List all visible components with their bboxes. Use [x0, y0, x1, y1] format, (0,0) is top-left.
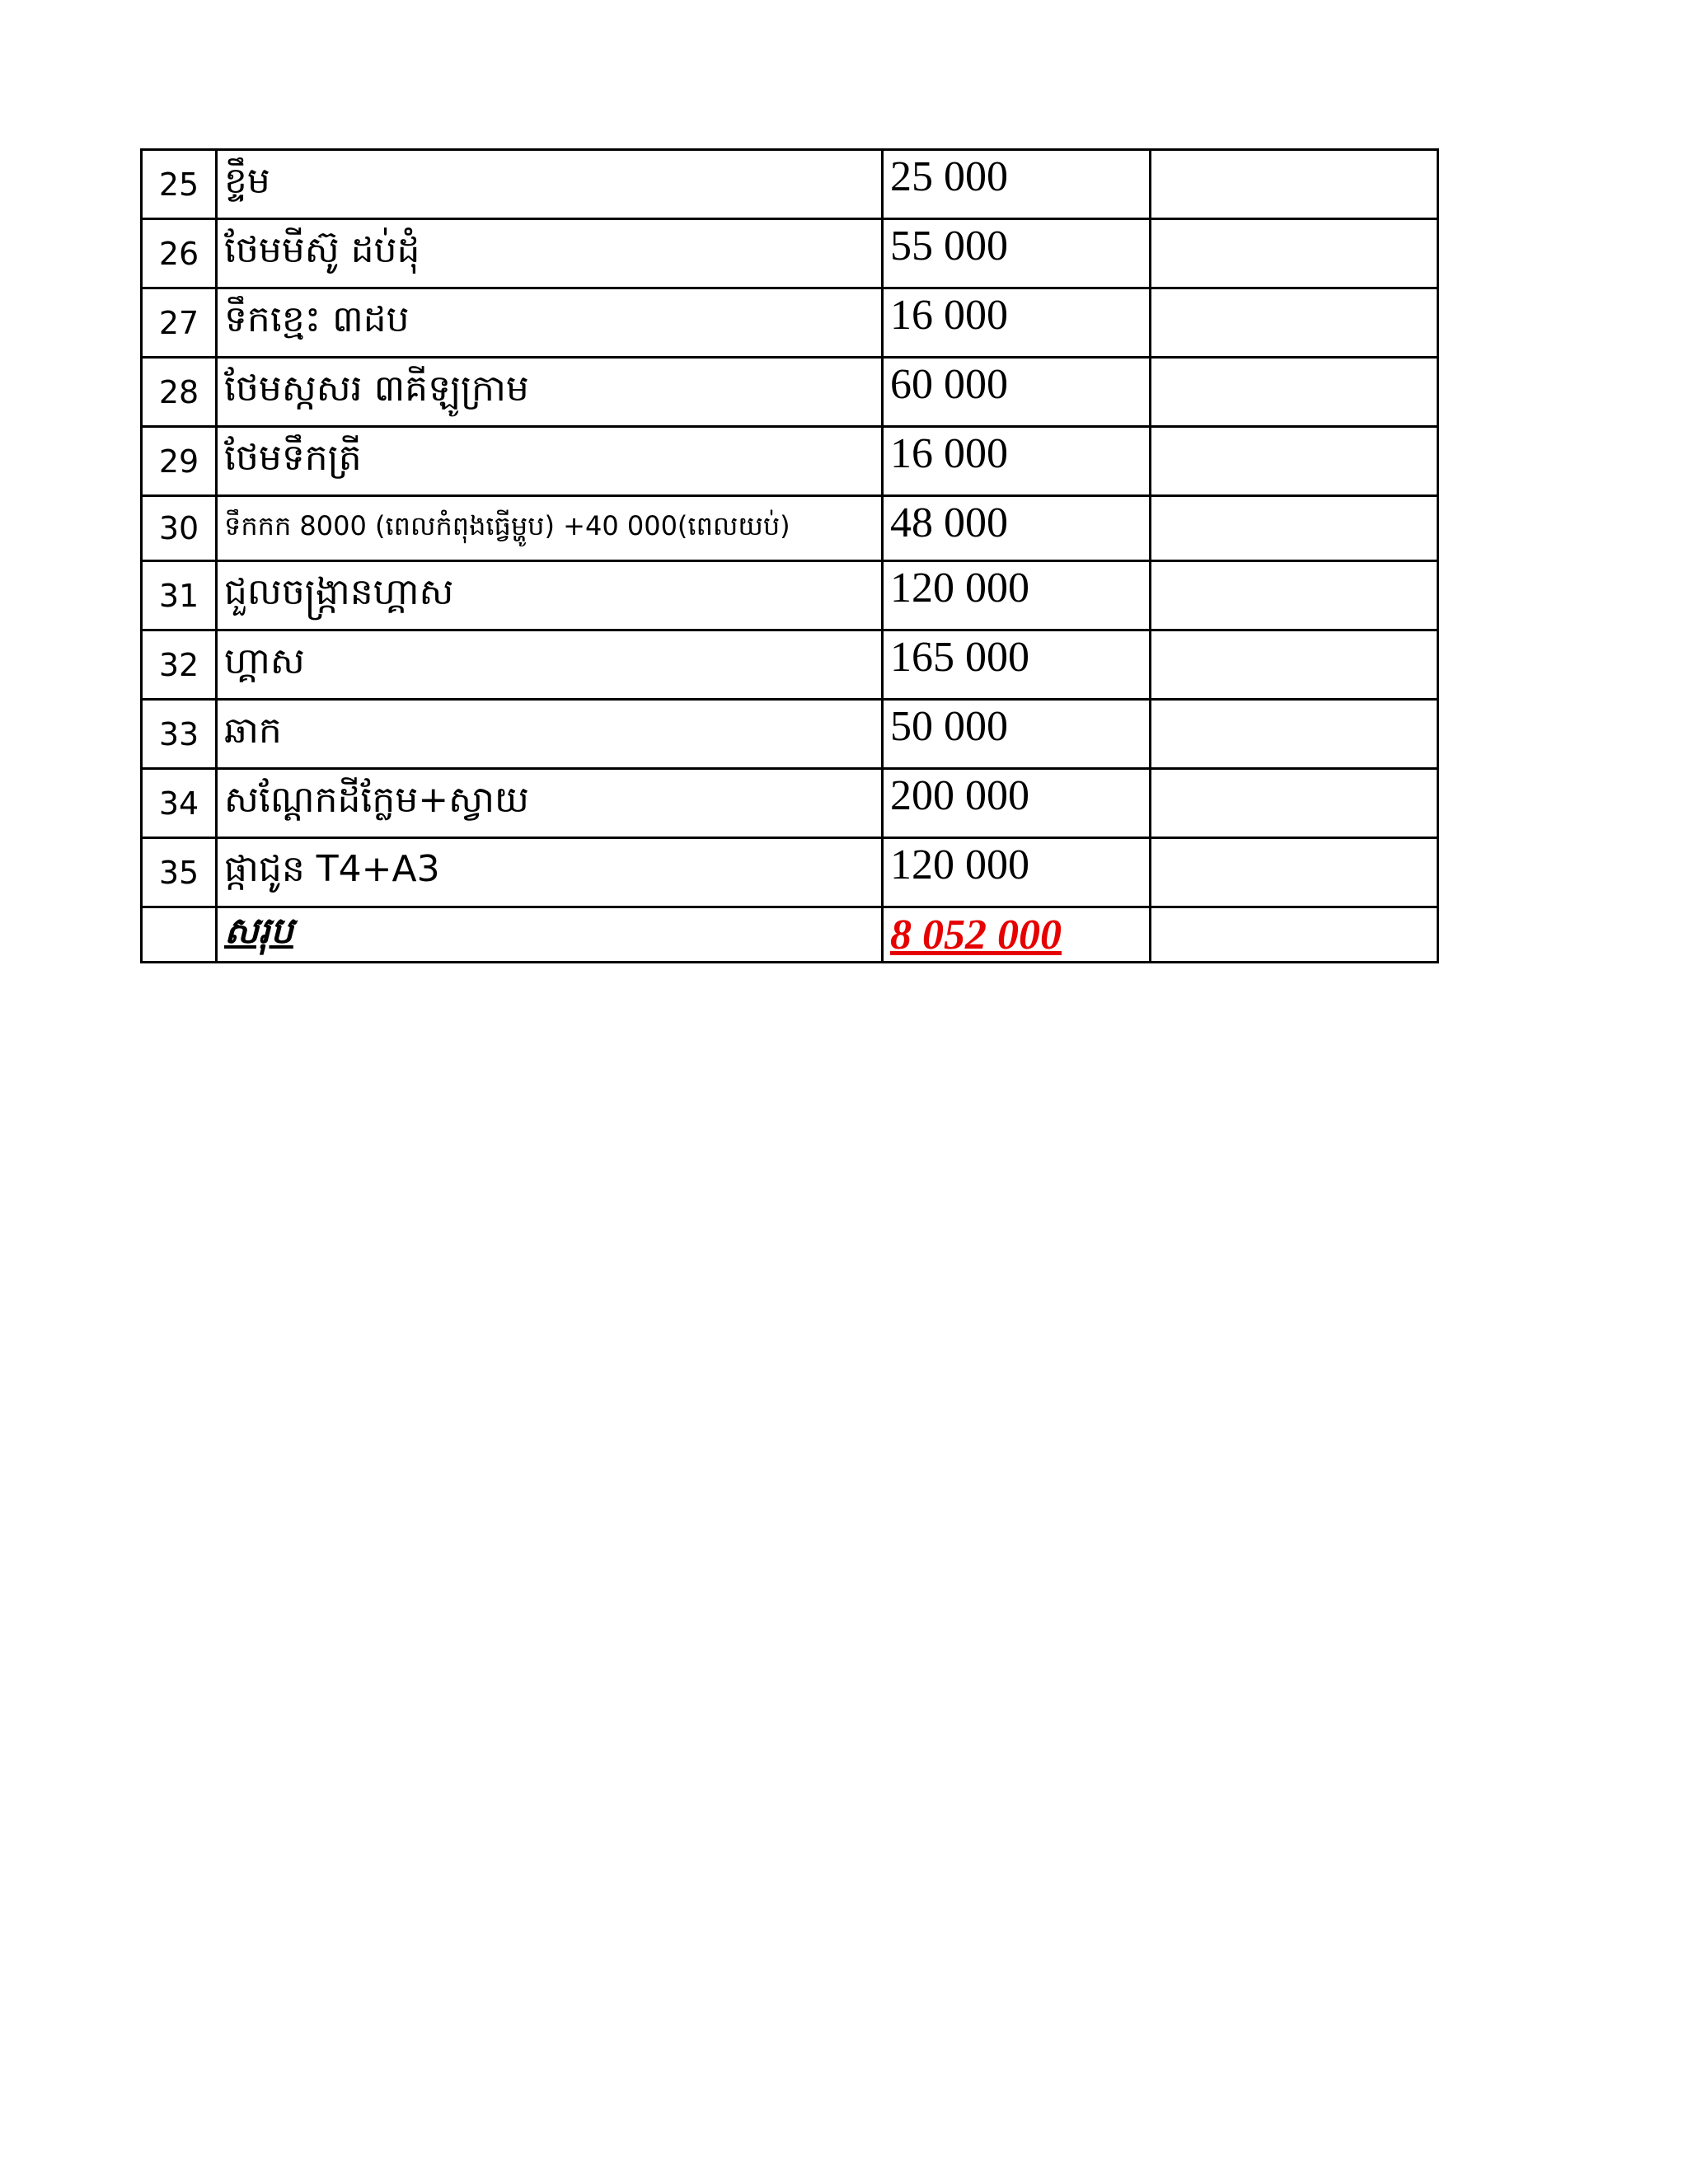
row-number: 29	[142, 427, 217, 496]
table-row	[142, 427, 1438, 496]
row-empty-cell	[1151, 427, 1438, 496]
table-row	[142, 496, 1438, 561]
row-number: 33	[142, 700, 217, 769]
row-amount: 25 000	[883, 150, 1151, 219]
row-number: 34	[142, 769, 217, 838]
row-number: 26	[142, 219, 217, 288]
row-description: ហ្គាស	[217, 630, 883, 700]
total-number-cell	[142, 907, 217, 963]
row-empty-cell	[1151, 219, 1438, 288]
row-number: 27	[142, 288, 217, 358]
row-amount: 16 000	[883, 427, 1151, 496]
row-number: 28	[142, 358, 217, 427]
row-description: ថែមទឹកត្រី	[217, 427, 883, 496]
row-empty-cell	[1151, 630, 1438, 700]
row-number: 32	[142, 630, 217, 700]
row-amount: 165 000	[883, 630, 1151, 700]
row-amount: 120 000	[883, 561, 1151, 630]
table-row	[142, 700, 1438, 769]
row-amount: 48 000	[883, 496, 1151, 561]
table-row	[142, 630, 1438, 700]
row-description: ថែមស្កសរ ៣គីឡូក្រាម	[217, 358, 883, 427]
row-empty-cell	[1151, 838, 1438, 907]
row-description: ថែមមីស៊ូ ដប់ដុំ	[217, 219, 883, 288]
table-row	[142, 769, 1438, 838]
row-description: ជួលចង្ក្រានហ្គាស	[217, 561, 883, 630]
total-amount: 8 052 000	[883, 907, 1151, 963]
row-description: ឆាក	[217, 700, 883, 769]
row-empty-cell	[1151, 358, 1438, 427]
table-row	[142, 150, 1438, 219]
row-empty-cell	[1151, 700, 1438, 769]
total-empty-cell	[1151, 907, 1438, 963]
row-description: ទឹកកក 8000 (ពេលកំពុងធ្វើម្ហូប) +40 000(ពេលយប់)	[217, 496, 883, 561]
row-number: 30	[142, 496, 217, 561]
table-row	[142, 219, 1438, 288]
row-description: ខ្ទឹម	[217, 150, 883, 219]
total-label: សរុប	[217, 907, 883, 963]
row-amount: 200 000	[883, 769, 1151, 838]
table-row	[142, 838, 1438, 907]
row-amount: 55 000	[883, 219, 1151, 288]
row-number: 25	[142, 150, 217, 219]
total-row	[142, 907, 1438, 963]
row-empty-cell	[1151, 288, 1438, 358]
table-row	[142, 288, 1438, 358]
table-row	[142, 358, 1438, 427]
row-empty-cell	[1151, 769, 1438, 838]
expense-table	[140, 148, 1439, 963]
row-number: 35	[142, 838, 217, 907]
row-description: សណ្តែកដីក្លែម+ស្វាយ	[217, 769, 883, 838]
row-amount: 16 000	[883, 288, 1151, 358]
table-row	[142, 561, 1438, 630]
row-empty-cell	[1151, 561, 1438, 630]
row-description: ទឹកខ្មេះ ៣ដប	[217, 288, 883, 358]
row-empty-cell	[1151, 150, 1438, 219]
row-amount: 120 000	[883, 838, 1151, 907]
row-number: 31	[142, 561, 217, 630]
row-amount: 60 000	[883, 358, 1151, 427]
row-description: ផ្កាជូន T4+A3	[217, 838, 883, 907]
row-empty-cell	[1151, 496, 1438, 561]
row-amount: 50 000	[883, 700, 1151, 769]
